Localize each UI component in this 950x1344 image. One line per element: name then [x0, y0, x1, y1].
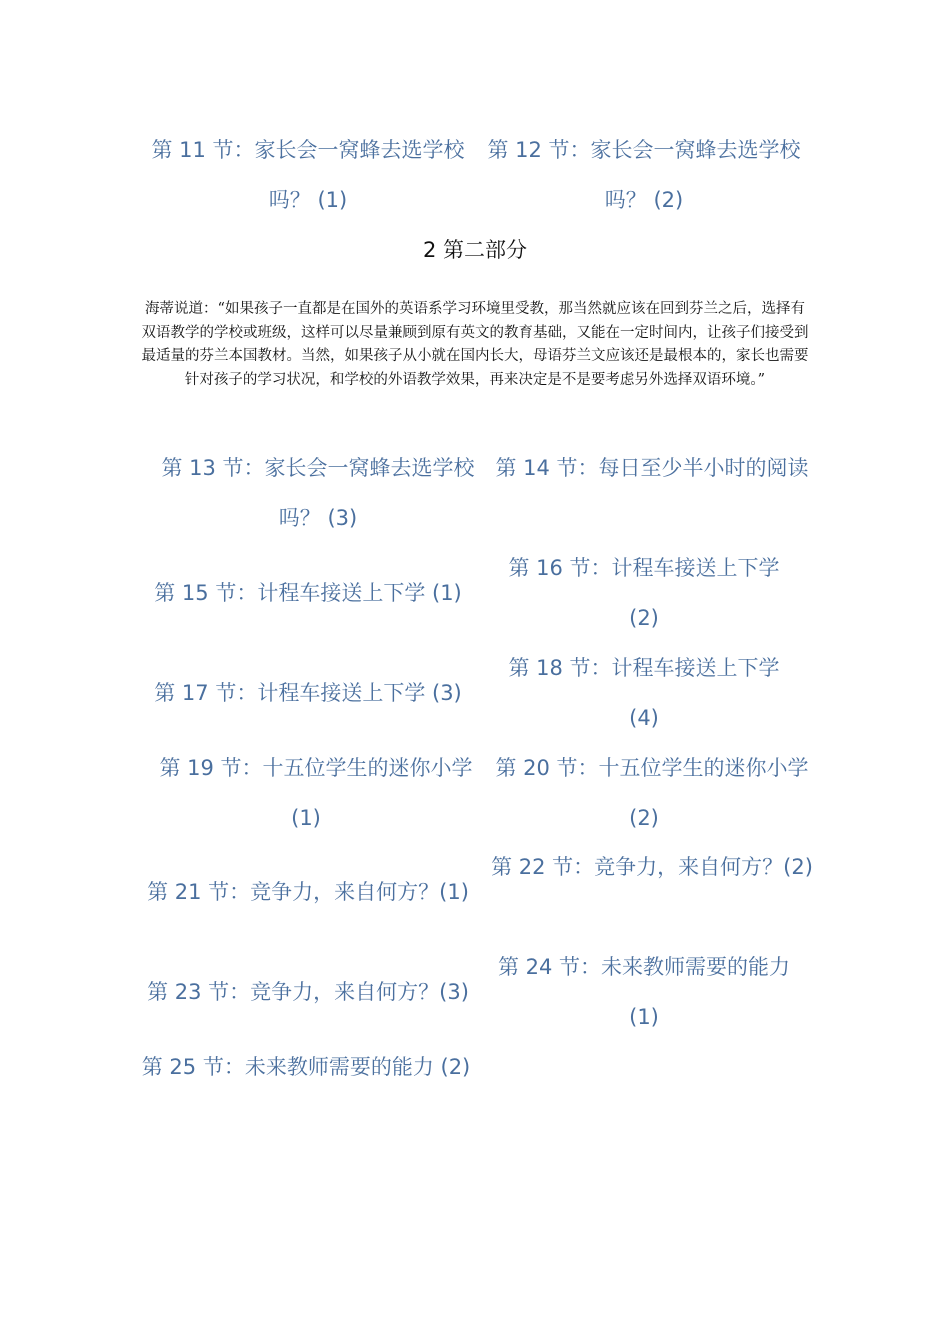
section-link-24-line1[interactable]: 第 24 节：未来教师需要的能力 — [497, 955, 791, 979]
section-link-14[interactable]: 第 14 节：每日至少半小时的阅读 — [495, 456, 809, 480]
section-link-16-line2[interactable]: (2) — [629, 606, 659, 630]
section-link-18-line1[interactable]: 第 18 节：计程车接送上下学 — [508, 656, 780, 680]
section-link-21[interactable]: 第 21 节：竞争力，来自何方？(1) — [147, 880, 469, 904]
section-link-17[interactable]: 第 17 节：计程车接送上下学 (3) — [154, 681, 462, 705]
section-link-18-line2[interactable]: (4) — [629, 706, 659, 730]
section-link-15[interactable]: 第 15 节：计程车接送上下学 (1) — [154, 581, 462, 605]
section-link-25[interactable]: 第 25 节：未来教师需要的能力 (2) — [141, 1055, 471, 1079]
section-link-13-line1[interactable]: 第 13 节：家长会一窝蜂去选学校 — [161, 456, 475, 480]
section-link-11-line1[interactable]: 第 11 节：家长会一窝蜂去选学校 — [151, 138, 465, 162]
quote-paragraph: 海蒂说道：“如果孩子一直都是在国外的英语系学习环境里受教，那当然就应该在回到芬兰之后，选择有双语教学的学校或班级，这样可以尽量兼顾到原有英文的教育基础，又能在一定时间内，让孩子们接受到最适量的芬兰本国教材。当然，如果孩子从小就在国内长大，母语芬兰文应该还是最根本的，家长也需要针对孩子的学习状况，和学校的外语教学效果，再来决定是不是要考虑另外选择双语环境。” — [141, 301, 809, 388]
section-link-20-line2[interactable]: (2) — [629, 806, 659, 830]
section-link-11-line2[interactable]: 吗？ (1) — [268, 188, 348, 212]
section-link-24-line2[interactable]: (1) — [629, 1005, 659, 1029]
section-link-19-line1[interactable]: 第 19 节：十五位学生的迷你小学 — [159, 756, 473, 780]
section-link-23[interactable]: 第 23 节：竞争力，来自何方？(3) — [147, 980, 469, 1004]
section-link-12-line2[interactable]: 吗？ (2) — [604, 188, 684, 212]
section-link-16-line1[interactable]: 第 16 节：计程车接送上下学 — [508, 556, 780, 580]
part-two-heading: 2 第二部分 — [422, 238, 528, 262]
section-link-22[interactable]: 第 22 节：竞争力，来自何方？(2) — [491, 855, 813, 879]
section-link-13-line2[interactable]: 吗？ (3) — [278, 506, 358, 530]
section-link-19-line2[interactable]: (1) — [291, 806, 321, 830]
section-link-20-line1[interactable]: 第 20 节：十五位学生的迷你小学 — [495, 756, 809, 780]
section-link-12-line1[interactable]: 第 12 节：家长会一窝蜂去选学校 — [487, 138, 801, 162]
